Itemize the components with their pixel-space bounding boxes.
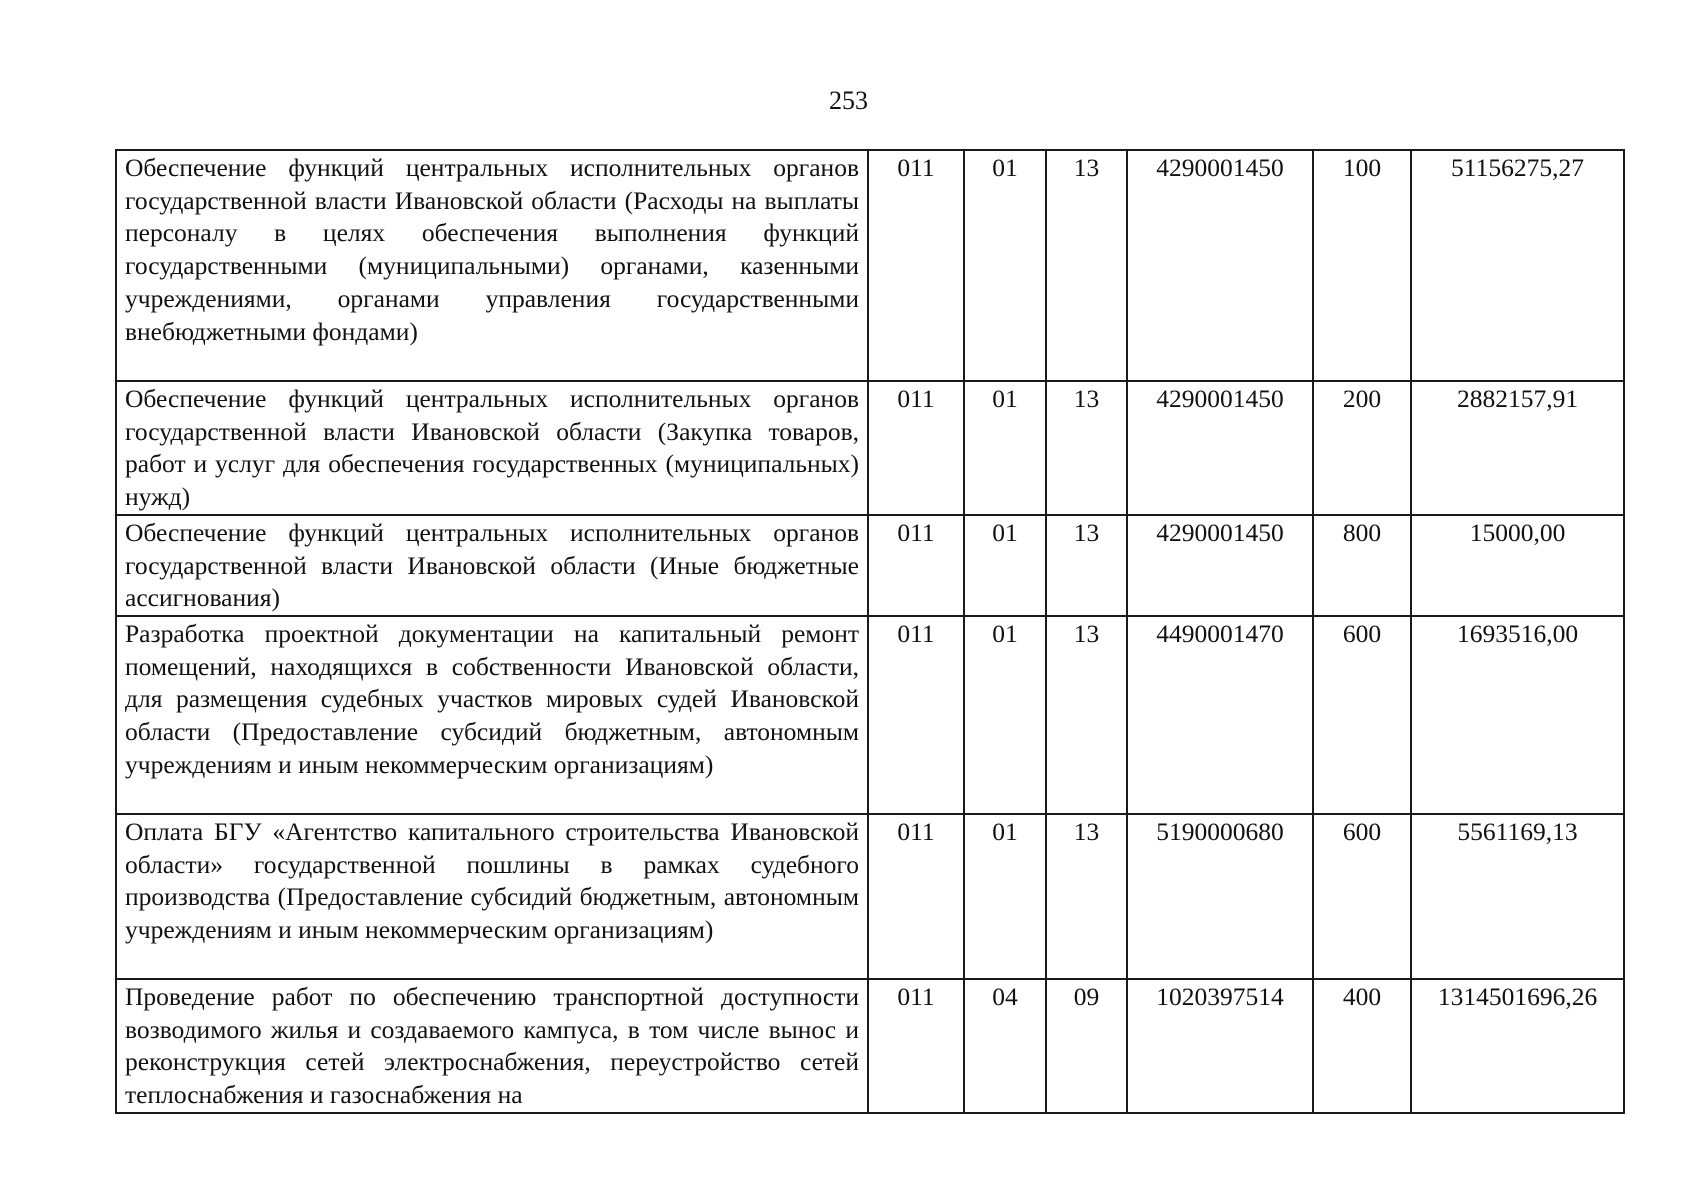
budget-table	[115, 149, 1625, 1114]
row-csr-code: 5190000680	[1127, 814, 1313, 979]
row-amount: 1314501696,26	[1411, 979, 1624, 1113]
row-vr-code: 200	[1313, 381, 1411, 515]
table-row	[116, 150, 1624, 381]
row-description: Проведение работ по обеспечению транспортной доступности возводимого жилья и создаваемого кампуса, в том числе вынос и реконструкция сетей электроснабжения, переустройство сетей теплоснабжения и газоснабжения на	[116, 979, 868, 1113]
row-rz-code: 01	[964, 381, 1046, 515]
row-gr-code: 011	[868, 150, 964, 381]
row-csr-code: 4290001450	[1127, 150, 1313, 381]
row-gr-code: 011	[868, 381, 964, 515]
table-row	[116, 814, 1624, 979]
table-row	[116, 616, 1624, 814]
table-row	[116, 979, 1624, 1113]
row-description: Обеспечение функций центральных исполнительных органов государственной власти Ивановской области (Иные бюджетные ассигнования)	[116, 515, 868, 616]
row-vr-code: 600	[1313, 814, 1411, 979]
row-amount: 15000,00	[1411, 515, 1624, 616]
row-pr-code: 09	[1046, 979, 1127, 1113]
row-gr-code: 011	[868, 979, 964, 1113]
row-gr-code: 011	[868, 616, 964, 814]
table-row	[116, 381, 1624, 515]
row-pr-code: 13	[1046, 150, 1127, 381]
row-description: Разработка проектной документации на капитальный ремонт помещений, находящихся в собственности Ивановской области, для размещения судебных участков мировых судей Ивановской области (Предоставление субсидий бюджетным, автономным учреждениям и иным некоммерческим организациям)	[116, 616, 868, 814]
row-amount: 5561169,13	[1411, 814, 1624, 979]
row-amount: 2882157,91	[1411, 381, 1624, 515]
row-pr-code: 13	[1046, 515, 1127, 616]
row-vr-code: 800	[1313, 515, 1411, 616]
row-description: Обеспечение функций центральных исполнительных органов государственной власти Ивановской области (Закупка товаров, работ и услуг для обеспечения государственных (муниципальных) нужд)	[116, 381, 868, 515]
row-csr-code: 4290001450	[1127, 515, 1313, 616]
table-row	[116, 515, 1624, 616]
row-pr-code: 13	[1046, 616, 1127, 814]
row-csr-code: 1020397514	[1127, 979, 1313, 1113]
row-gr-code: 011	[868, 515, 964, 616]
row-rz-code: 04	[964, 979, 1046, 1113]
row-csr-code: 4490001470	[1127, 616, 1313, 814]
row-vr-code: 100	[1313, 150, 1411, 381]
row-rz-code: 01	[964, 616, 1046, 814]
row-gr-code: 011	[868, 814, 964, 979]
row-vr-code: 600	[1313, 616, 1411, 814]
row-vr-code: 400	[1313, 979, 1411, 1113]
row-rz-code: 01	[964, 150, 1046, 381]
row-amount: 51156275,27	[1411, 150, 1624, 381]
page-number: 253	[829, 86, 868, 115]
row-pr-code: 13	[1046, 381, 1127, 515]
row-amount: 1693516,00	[1411, 616, 1624, 814]
row-rz-code: 01	[964, 814, 1046, 979]
row-csr-code: 4290001450	[1127, 381, 1313, 515]
row-pr-code: 13	[1046, 814, 1127, 979]
row-description: Обеспечение функций центральных исполнительных органов государственной власти Ивановской области (Расходы на выплаты персоналу в целях обеспечения выполнения функций государственными (муниципальными) органами, казенными учреждениями, органами управления государственными внебюджетными фондами)	[116, 150, 868, 381]
row-description: Оплата БГУ «Агентство капитального строительства Ивановской области» государственной пошлины в рамках судебного производства (Предоставление субсидий бюджетным, автономным учреждениям и иным некоммерческим организациям)	[116, 814, 868, 979]
row-rz-code: 01	[964, 515, 1046, 616]
